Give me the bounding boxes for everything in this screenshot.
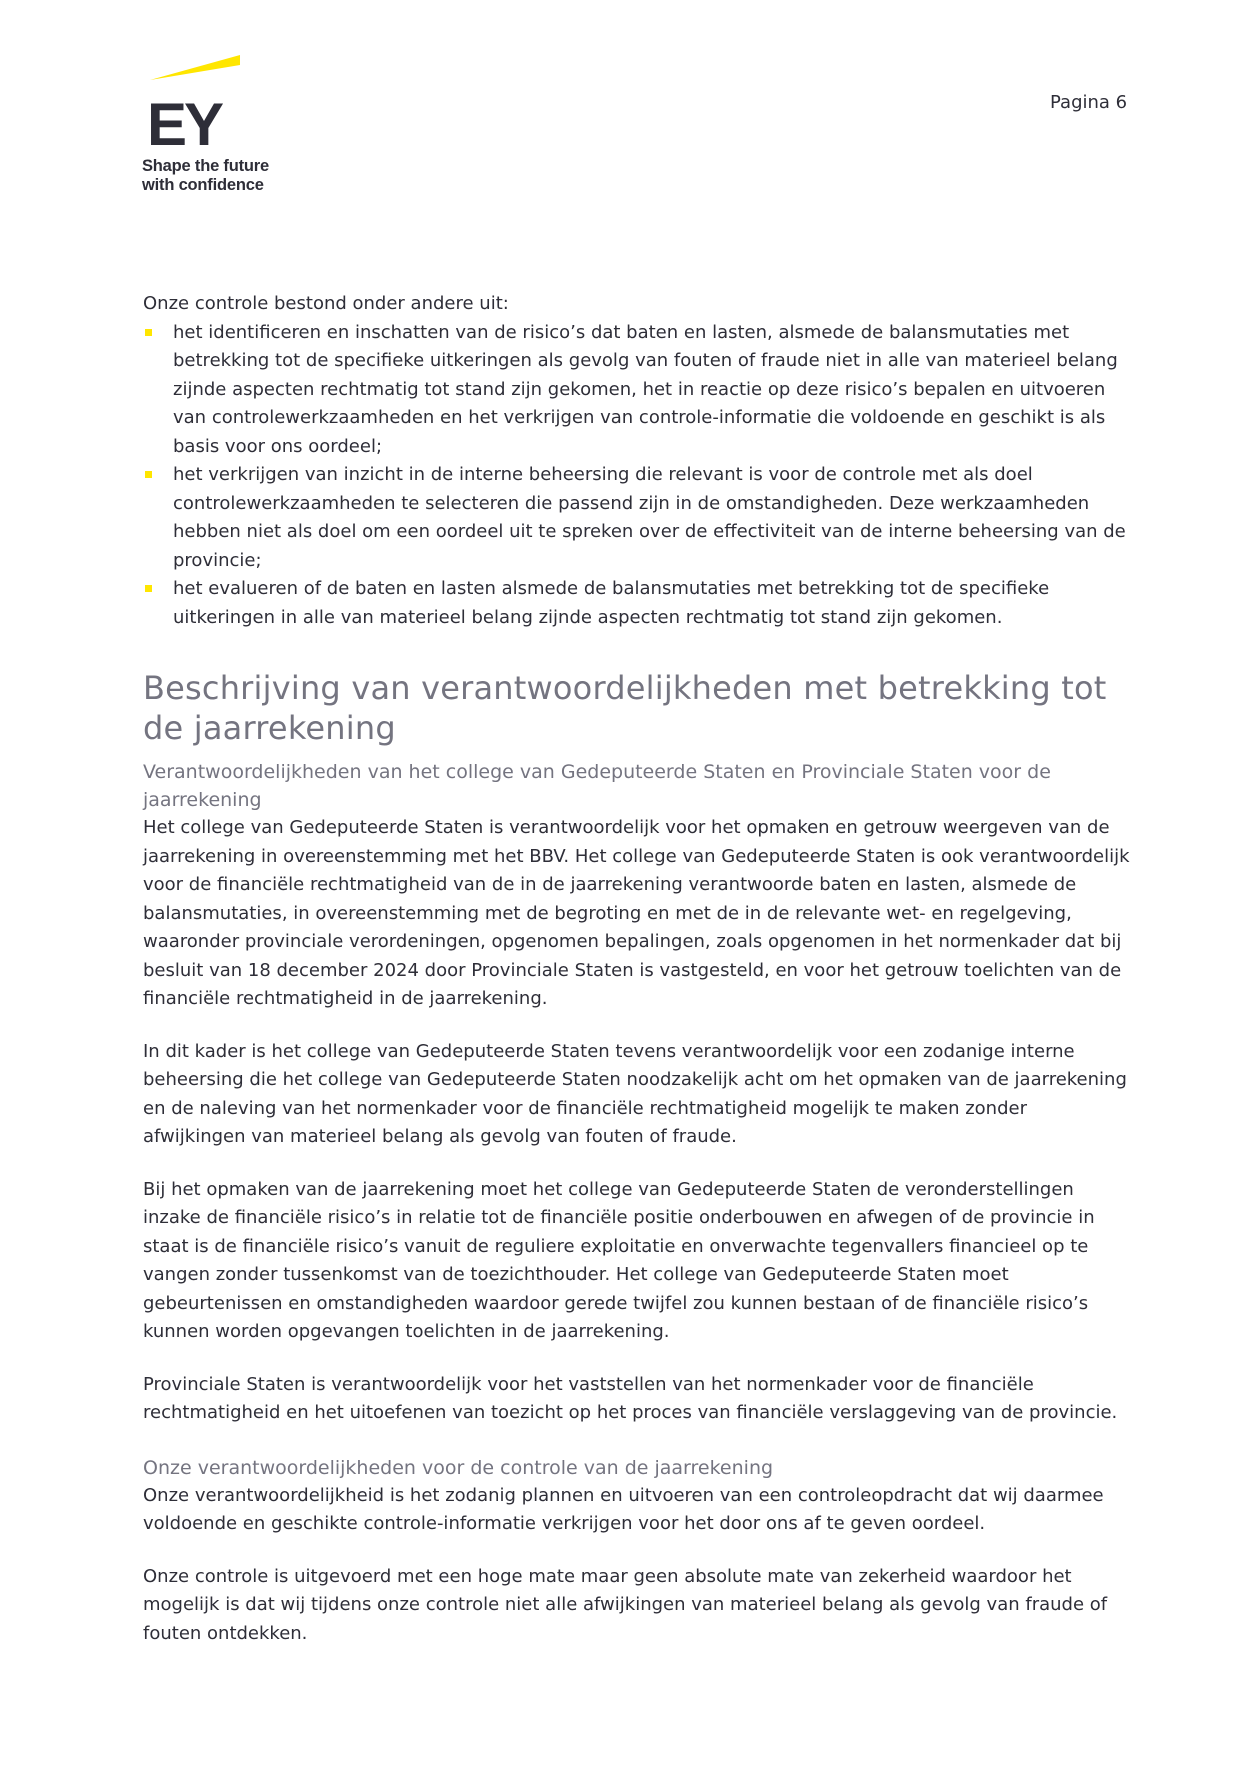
- ey-logo-mark: [140, 55, 250, 147]
- subsection-heading-college: Verantwoordelijkheden van het college van Gedeputeerde Staten en Provinciale Staten voor de jaarrekening: [143, 761, 1051, 811]
- bullet-square-icon: [145, 471, 152, 478]
- ey-logo: [140, 55, 280, 205]
- paragraph: Onze verantwoordelijkheid is het zodanig plannen en uitvoeren van een controleopdracht dat wij daarmee voldoende en geschikte controle-informatie verkrijgen voor het door ons af te geven oordeel.: [143, 1484, 1104, 1534]
- paragraph: In dit kader is het college van Gedeputeerde Staten tevens verantwoordelijk voor een zodanige interne beheersing die het college van Gedeputeerde Staten noodzakelijk acht om het opmaken van de jaarrekening en de naleving van het normenkader voor de financiële rechtmatigheid mogelijk te maken zonder afwijkingen van materieel belang als gevolg van fouten of fraude.: [143, 1040, 1127, 1147]
- subsection-heading-controle: Onze verantwoordelijkheden voor de controle van de jaarrekening: [143, 1456, 774, 1479]
- ey-tagline: [142, 157, 269, 195]
- bullet-list: [143, 319, 1133, 633]
- intro-text: Onze controle bestond onder andere uit:: [143, 293, 509, 314]
- page-number: Pagina 6: [1050, 92, 1128, 113]
- bullet-square-icon: [145, 329, 152, 336]
- paragraph: Bij het opmaken van de jaarrekening moet het college van Gedeputeerde Staten de veronderstellingen inzake de financiële risico’s in relatie tot de financiële positie onderbouwen en afwegen of de provincie in staat is de financiële risico’s vanuit de reguliere exploitatie en onverwachte tegenvallers financieel op te vangen zonder tussenkomst van de toezichthouder. Het college van Gedeputeerde Staten moet gebeurtenissen en omstandigheden waardoor gerede twijfel zou kunnen bestaan of de financiële risico’s kunnen worden opgevangen toelichten in de jaarrekening.: [143, 1178, 1095, 1342]
- svg-text:EY: EY: [147, 91, 222, 147]
- tagline-line-2: with confidence: [142, 176, 264, 194]
- list-item: het verkrijgen van inzicht in de interne beheersing die relevant is voor de controle met als doel controlewerkzaamheden te selecteren die passend zijn in de omstandigheden. Deze werkzaamheden hebben niet als doel om een oordeel uit te spreken over de effectiviteit van de interne beheersing van de provincie;: [143, 461, 1133, 575]
- bullet-square-icon: [145, 585, 152, 592]
- paragraph: Onze controle is uitgevoerd met een hoge mate maar geen absolute mate van zekerheid waardoor het mogelijk is dat wij tijdens onze controle niet alle afwijkingen van materieel belang als gevolg van fraude of fouten ontdekken.: [143, 1565, 1108, 1644]
- document-body: [143, 290, 1133, 1648]
- list-item: het evalueren of de baten en lasten alsmede de balansmutaties met betrekking tot de specifieke uitkeringen in alle van materieel belang zijnde aspecten rechtmatig tot stand zijn gekomen.: [143, 575, 1133, 632]
- paragraph: Het college van Gedeputeerde Staten is verantwoordelijk voor het opmaken en getrouw weergeven van de jaarrekening in overeenstemming met het BBV. Het college van Gedeputeerde Staten is ook verantwoordelijk voor de financiële rechtmatigheid van de in de jaarrekening verantwoorde baten en lasten, alsmede de balansmutaties, in overeenstemming met de begroting en met de in de relevante wet- en regelgeving, waaronder provinciale verordeningen, opgenomen bepalingen, zoals opgenomen in het normenkader dat bij besluit van 18 december 2024 door Provinciale Staten is vastgesteld, en voor het getrouw toelichten van de financiële rechtmatigheid in de jaarrekening.: [143, 817, 1130, 1009]
- paragraph: Provinciale Staten is verantwoordelijk voor het vaststellen van het normenkader voor de financiële rechtmatigheid en het uitoefenen van toezicht op het proces van financiële verslaggeving van de provincie.: [143, 1373, 1118, 1423]
- tagline-line-1: Shape the future: [142, 157, 269, 175]
- section-heading: Beschrijving van verantwoordelijkheden met betrekking tot de jaarrekening: [143, 669, 1107, 747]
- list-item: het identificeren en inschatten van de risico’s dat baten en lasten, alsmede de balansmutaties met betrekking tot de specifieke uitkeringen als gevolg van fouten of fraude niet in alle van materieel belang zijnde aspecten rechtmatig tot stand zijn gekomen, het in reactie op deze risico’s bepalen en uitvoeren van controlewerkzaamheden en het verkrijgen van controle-informatie die voldoende en geschikt is als basis voor ons oordeel;: [143, 319, 1133, 462]
